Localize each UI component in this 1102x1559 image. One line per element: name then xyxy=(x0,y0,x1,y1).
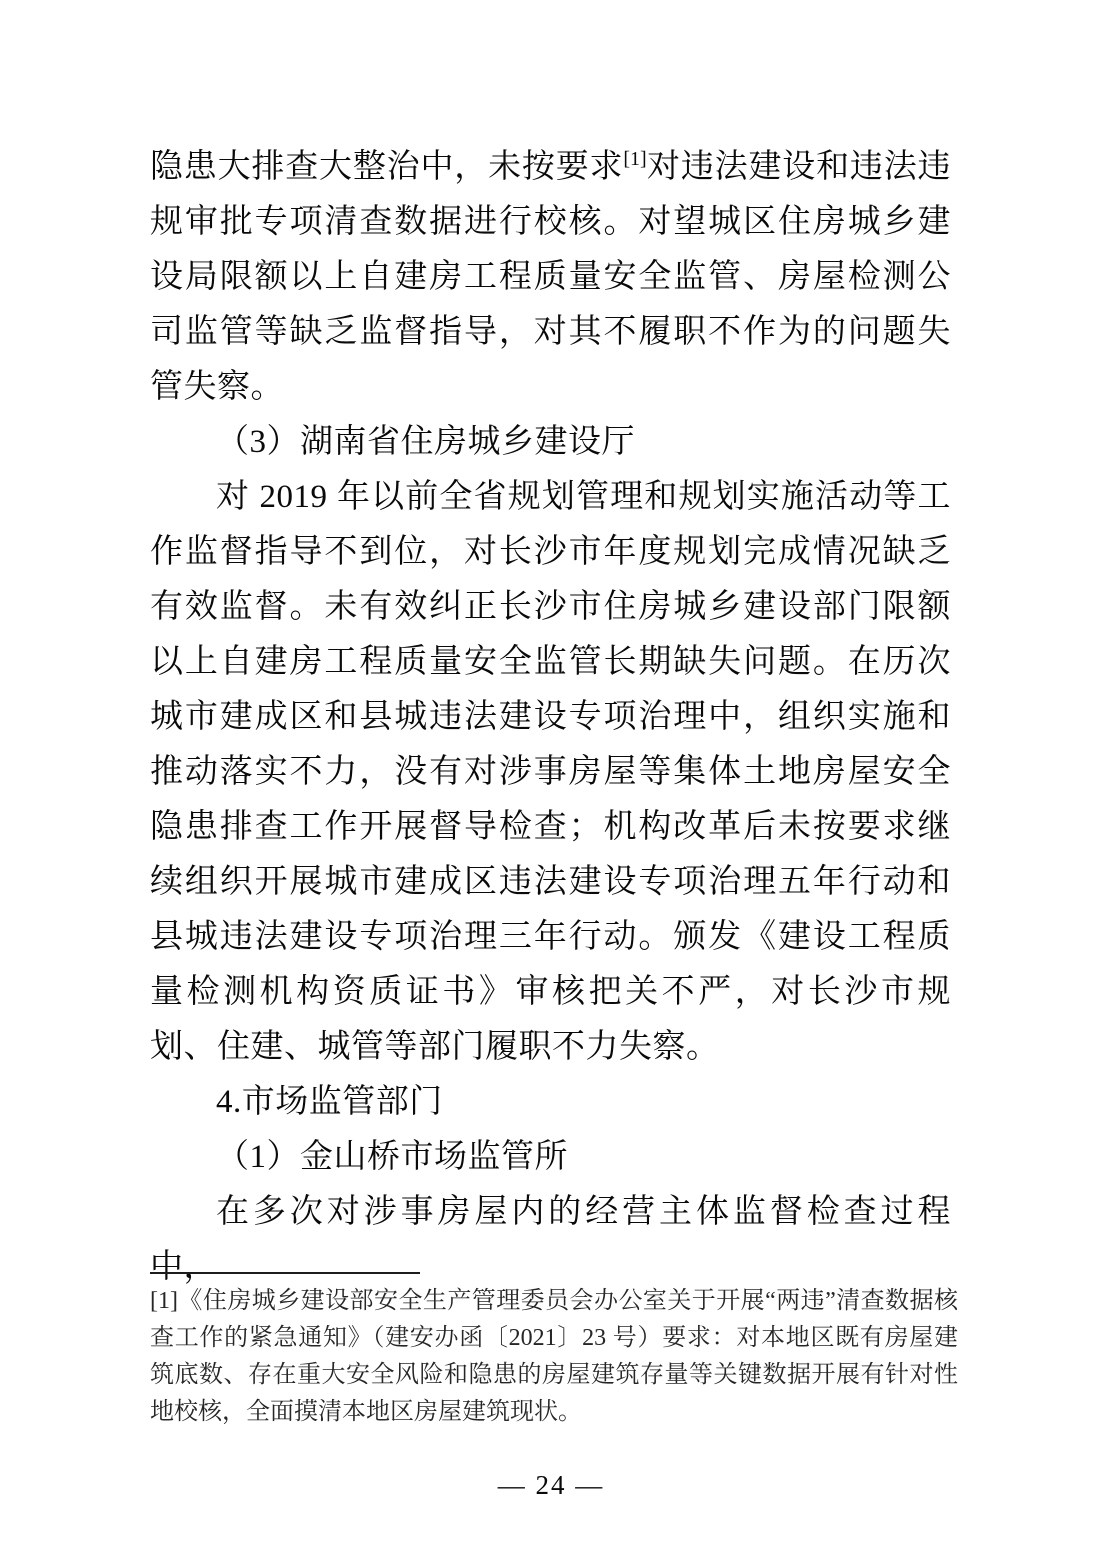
footnote-text xyxy=(150,1283,958,1431)
heading-section-4-1: （1）金山桥市场监管所 xyxy=(216,1139,568,1175)
footnote-marker: [1] xyxy=(150,1288,178,1314)
footnote-ref-marker: [1] xyxy=(623,148,647,170)
page-number xyxy=(0,1468,1102,1502)
footnote-body: 《住房城乡建设部安全生产管理委员会办公室关于开展“两违”清查数据核查工作的紧急通知》（建安办函〔2021〕23 号）要求：对本地区既有房屋建筑底数、存在重大安全风险和隐患的房屋建筑存量等关键数据开展有针对性地校核，全面摸清本地区房屋建筑现状。 xyxy=(150,1288,958,1425)
footnote-separator-rule xyxy=(150,1272,420,1274)
heading-section-3: （3）湖南省住房城乡建设厅 xyxy=(216,424,635,460)
footnote-section xyxy=(150,1272,958,1431)
paragraph-continued-text-after: 对违法建设和违法违规审批专项清查数据进行校核。对望城区住房城乡建设局限额以上自建房工程质量安全监管、房屋检测公司监管等缺乏监督指导，对其不履职不作为的问题失管失察。 xyxy=(150,149,952,405)
page-number-text: — 24 — xyxy=(497,1470,605,1500)
paragraph-continued xyxy=(150,140,951,415)
paragraph-continued-text-before: 隐患大排查大整治中，未按要求 xyxy=(150,149,624,185)
paragraph-market-supervision: 在多次对涉事房屋内的经营主体监督检查过程中， xyxy=(150,1194,951,1285)
heading-section-4: 4.市场监管部门 xyxy=(216,1084,443,1120)
document-body xyxy=(150,140,951,1295)
paragraph-hunan-dept: 对 2019 年以前全省规划管理和规划实施活动等工作监督指导不到位，对长沙市年度规划完成情况缺乏有效监督。未有效纠正长沙市住房城乡建设部门限额以上自建房工程质量安全监管长期缺失问题。在历次城市建成区和县城违法建设专项治理中，组织实施和推动落实不力，没有对涉事房屋等集体土地房屋安全隐患排查工作开展督导检查；机构改革后未按要求继续组织开展城市建成区违法建设专项治理五年行动和县城违法建设专项治理三年行动。颁发《建设工程质量检测机构资质证书》审核把关不严，对长沙市规划、住建、城管等部门履职不力失察。 xyxy=(150,479,951,1065)
